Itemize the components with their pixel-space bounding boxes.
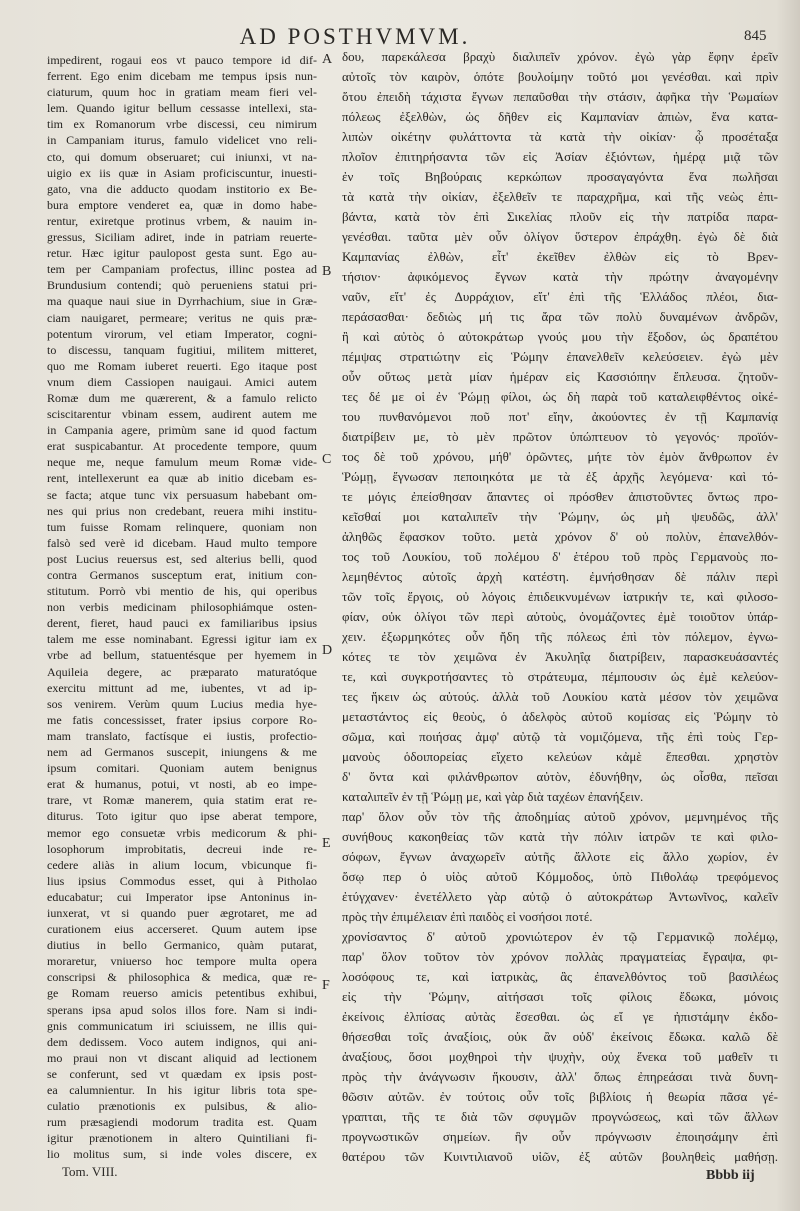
latin-line: in Campania agere, primùm sane id quod factum (47, 423, 317, 438)
latin-line: cedere aliàs in alium locum, vbicunque fi- (47, 857, 317, 872)
latin-line: gnis communicatum iri sciuissem, ne illis qui- (47, 1018, 317, 1033)
latin-line: curationem eius accerseret. Quum autem ipse (47, 922, 317, 937)
latin-line: to discessu, tanquam fugitiui, militem mitteret, (47, 342, 317, 357)
greek-line: πλοῖον ἐπιτηρήσαντα τῶν εἰς Ἀσίαν ἐξιόντων, ἡμέρᾳ μιᾷ τῶν (342, 149, 778, 164)
greek-line: τῶν τοῖς ἔργοις, οὐ λόγοις ἐπιδεικνυμένων ἰατρικήν τε, καὶ φιλοσο- (342, 589, 778, 604)
greek-line: τος τοῦ Λουκίου, τοῦ πολέμου δ' ἑτέρου τοῦ πρὸς Γερμανοὺς πο- (342, 549, 778, 564)
greek-line: ἀναξίους, ὅσοι μοχθηροὶ τὴν ψυχὴν, οὐχ ἕνεκα τοῦ μαθεῖν τι (342, 1049, 778, 1064)
latin-line: rent, intellexerunt ea quæ ab initio dicebam es- (47, 471, 317, 486)
margin-letter-c: C (322, 452, 332, 467)
latin-line: cto, qui domum obseruaret; cui iniunxi, vt na- (47, 149, 317, 164)
greek-line: σόφων, ἔγνων ἀναχωρεῖν αὐτῆς ἄλλοτε εἰς ἄλλο χωρίον, ἐν (342, 849, 778, 864)
greek-line: ὅσῳ περ ὁ υἱὸς αὐτοῦ Κόμμοδος, ὑπὸ Πιθολάῳ τρεφόμενος (342, 869, 778, 884)
greek-line: ἐν τοῖς Βηβούραις κερκώπων προσαγαγόντα ἕνα πωλῆσαι (342, 169, 778, 184)
latin-line: dem dedissem. Voco autem indignos, qui ani- (47, 1034, 317, 1049)
latin-line: ea calumnientur. In his igitur libris tota spe- (47, 1083, 317, 1097)
latin-line: neque me, neque famulum meum Romæ vide- (47, 455, 317, 470)
margin-letter-f: F (322, 978, 330, 993)
greek-line: δ' ὄντα καὶ φιλάνθρωπον αὐτὸν, ἐδυνήθην, ὡς οἶσθα, πεῖσαι (342, 769, 778, 784)
latin-line: sciscitarentur vbinam essem, audirent autem me (47, 407, 317, 422)
greek-line: χειν. ἐξωρμηκότες οὖν ἤδη τῆς πόλεως ἐπὶ τὸν πόλεμον, ἐγνω- (342, 629, 778, 644)
latin-line: rum præsagiendi modorum tradita est. Quam (47, 1115, 317, 1130)
latin-line: falsò sed verè id dicebam. Haud multo tempore (47, 535, 317, 550)
latin-line: mam translato, factísque ei iustis, profectio- (47, 728, 317, 743)
margin-letter-e: E (322, 836, 331, 851)
greek-line: παρ' ὅλον οὖν τὸν τῆς ἀποδημίας αὐτοῦ χρόνον, μεμνημένος τῆς (342, 809, 778, 824)
greek-line: τὰ κατὰ τὴν οἰκίαν, ἐξελθεῖν τε παραχρῆμα, καὶ τῆς νεὼς ἐπι- (342, 189, 778, 204)
latin-line: diutius in bello Germanico, quàm putarat, (47, 938, 317, 953)
latin-line: quo me Romam iuberet reuerti. Ego itaque post (47, 358, 317, 373)
latin-line: diturus. Toto igitur quo ipse aberat tempore, (47, 809, 317, 824)
latin-line: igitur prænotionem in altero Quintiliani fi- (47, 1131, 317, 1146)
greek-line: χρονίσαντος δ' αὐτοῦ χρονιώτερον ἐν τῷ Γερμανικῷ πολέμῳ, (342, 929, 778, 944)
greek-line: τε μόγις ἐπείσθησαν ἅπαντες οἱ πρόσθεν ἀπιστοῦντες ὄντως προ- (342, 489, 778, 504)
greek-line: Καμπανίας ἐλθὼν, εἶτ' ἐκεῖθεν ἐλθὼν εἰς τὸ Βρεν- (342, 249, 778, 264)
latin-line: uigio ex iis quæ in Asiam proficiscuntur, inuesti- (47, 165, 317, 180)
greek-line: εἰς τὴν Ῥώμην, αἰτήσασι τοῖς φίλοις ἔδωκα, μόνοις (342, 989, 778, 1004)
greek-line: λοσόφους τε, καὶ ἰατρικὰς, ἃς ἐπανελθόντος τοῦ βασιλέως (342, 969, 778, 984)
latin-line: se conferunt, sed vt quædam ex ipsis post- (47, 1066, 317, 1081)
latin-line: ipsum comitari. Quoniam autem benignus (47, 761, 317, 776)
latin-line: lio molitus sum, si inde voles discere, ex (47, 1147, 317, 1162)
greek-line: λεμηθέντος αὐτοῖς ἀρχὴ κατέστη. ἐμνήσθησαν δὲ πάλιν περὶ (342, 569, 778, 584)
greek-line: ναῦν, εἴτ' ἐς Δυρράχιον, εἴτ' ἐπὶ τῆς Ἑλλάδος πλέοι, δια- (342, 289, 778, 304)
latin-line: vrbe ad bellum, statuentésque per hyemem in (47, 648, 317, 663)
greek-line: σῶμα, καὶ ποιήσας ἀμφ' αὐτῷ τὰ νομιζόμενα, τῆς ἐπὶ τοὺς Γερ- (342, 729, 778, 744)
latin-line: sos venirem. Verùm quum Lucius media hye- (47, 696, 317, 711)
greek-line: πέμψας στρατιώτην εἰς Ῥώμην ἐπανελθεῖν κελεύσειεν. ἐγὼ μὲν (342, 349, 778, 364)
greek-line: θῶσιν αὐτῶν. ἐν τούτοις οὖν τοῖς βιβλίοις ἡ θεωρία πᾶσα γέ- (342, 1089, 778, 1104)
greek-line: γραπται, τῆς τε διὰ τῶν σφυγμῶν προγνώσεως, καὶ τῶν ἄλλων (342, 1109, 778, 1124)
latin-line: exercitu mittunt ad me, iubentes, vt ad ip- (47, 680, 317, 695)
greek-line: αὐτοῖς τὸν καιρὸν, ὁπότε βουλοίμην τοῦτό μοι γενέσθαι. καὶ πρὶν (342, 69, 778, 84)
greek-line: γενέσθαι. ταῦτα μὲν οὖν ὀλίγον ὕστερον ἐπράχθη. ἐγὼ δὲ διὰ (342, 229, 778, 244)
latin-line: lius ipsius Commodus esset, qui à Pitholao (47, 873, 317, 888)
greek-line: μανοὺς ὁδοιπορείας εἴχετο κελεύων κἀμὲ ἕπεσθαι. χρηστὸν (342, 749, 778, 764)
greek-line: συνήθους κακοηθείας τῶν κατὰ τὴν πόλιν ἰατρῶν τε καὶ φιλο- (342, 829, 778, 844)
greek-line: τες ἥκειν ὡς αὐτούς. ἀλλὰ τοῦ Λουκίου κατὰ μέσον τὸν χειμῶνα (342, 689, 778, 704)
greek-line: ἢ καὶ αὐτὸς ὁ αὐτοκράτωρ γνούς μου τὴν ἔξοδον, ὡς δραπέτου (342, 329, 778, 344)
greek-line: βάντα, κατὰ τὸν ἐπὶ Σικελίας πλοῦν εἰς τὴν πατρίδα παρα- (342, 209, 778, 224)
latin-line: Romæ dum me quærerent, & a famulo relicto (47, 390, 317, 405)
latin-line: educabatur; cui Imperator ipse Antoninus in- (47, 889, 317, 904)
greek-line: δου, παρεκάλεσα βραχὺ διαλιπεῖν χρόνον. ἐγὼ γὰρ ἔφην ἐρεῖν (342, 49, 778, 64)
latin-line: potentum virorum, vel etiam Imperator, cogni- (47, 326, 317, 341)
latin-line: se facta; atque tunc vix persuasum habebant om- (47, 487, 317, 502)
latin-line: lem. Quando igitur bellum cessasse intellexi, sta- (47, 101, 317, 116)
latin-line: nes qui prius non credebant, reuera mihi institu- (47, 503, 317, 518)
greek-line: παρ' ὅλον τοῦτον τὸν χρόνον πολλὰς πραγματείας ἔγραψα, φι- (342, 949, 778, 964)
greek-line: ἐτύγχανεν· ἐνετέλλετο γὰρ αὐτῷ ὁ αὐτοκράτωρ Ἀντωνῖνος, καλεῖν (342, 889, 778, 904)
greek-line: κότες τε τὸν χειμῶνα ἐν Ἀκυληΐᾳ διατρίβειν, παρασκευάσαντές (342, 649, 778, 664)
latin-line: derent, fieret, haud pauci ex familiaribus ipsius (47, 616, 317, 631)
latin-line: tim ex Romanorum vrbe discessi, ceu nimirum (47, 117, 317, 132)
latin-line: bura emptore venderet ea, quæ in domo habe- (47, 197, 317, 212)
greek-line: τε, καὶ συγκροτήσαντες τὸ στράτευμα, πέμπουσιν ὡς ἐμὲ κελεύον- (342, 669, 778, 684)
latin-line: erat suspicabantur. At procedente tempore, quum (47, 439, 317, 454)
latin-line: erat & humanus, potui, vt nosti, ab eo impe- (47, 777, 317, 792)
latin-line: retur. Hæc igitur paulopost gesta sunt. Ego au- (47, 246, 317, 261)
greek-line: ὅτου ἐπειδὴ τάχιστα ἔγνων πεπαῦσθαι τὴν στάσιν, ἀφῆκα τὴν Ῥωμαίων (342, 89, 778, 104)
greek-line: θατέρου τῶν Κυιντιλιανοῦ υἱῶν, ἐξ αὐτῶν βουληθεὶς μαθήσῃ. (342, 1149, 778, 1164)
latin-line: post Lucius reuersus est, sed alterius belli, quod (47, 551, 317, 566)
latin-line: me fatis concessisset, frater ipsius corpore Ro- (47, 712, 317, 727)
greek-line: τες δέ με οἱ ἐν Ῥώμῃ φίλοι, ὡς δὴ παρὰ τοῦ καταλειφθέντος οἰκέ- (342, 389, 778, 404)
greek-line: τήσιον· ἀφικόμενος ἔγνων κατὰ τὴν πρώτην ἀναγομένην (342, 269, 778, 284)
latin-line: ma quaque naui siue in Dyrrhachium, siue in Græ- (47, 294, 317, 309)
latin-line: impedirent, rogaui eos vt pauco tempore id dif- (47, 53, 317, 67)
latin-line: Aquileia degere, ac præparato maturatóque (47, 664, 317, 679)
latin-line: ciaturum, quum hoc in gratiam meam fieri vel- (47, 85, 317, 100)
latin-line: iunxerat, vt si quando puer ægrotaret, me ad (47, 905, 317, 920)
greek-line: θήσεσθαι τοῖς ἀναξίοις, οὐκ ἂν οὐδ' ἐκείνοις ἔδωκα. καλῶ δὲ (342, 1029, 778, 1044)
greek-line: οὖν οὕτως μετὰ μίαν ἡμέραν εἰς Κασσιόπην ἔπλευσα. ζητοῦν- (342, 369, 778, 384)
greek-line: διατρίβειν με, τὸ μὲν πρῶτον ὑπώπτευον τὸ γεγονός· προϊόν- (342, 429, 778, 444)
latin-line: trare, vt Romæ manerem, quia statim erat re- (47, 793, 317, 808)
margin-letter-b: B (322, 264, 332, 279)
greek-line: ἐκείνοις ἐλπίσας αὐτὰς ἔσεσθαι. ὡς εἴ γε ἠπιστάμην ἐκδο- (342, 1009, 778, 1024)
greek-line: φίαν, οὐκ ὀλίγοι τῶν περὶ αὐτοὺς, ὀνομάζοντες ἐμὲ τοιοῦτον ὑπάρ- (342, 609, 778, 624)
latin-line: memor ego consuetæ vrbis medicorum & phi- (47, 825, 317, 840)
greek-line: καταλιπεῖν ἐν τῇ Ῥώμῃ με, καὶ γὰρ διὰ ταχέων ἐπανήξειν. (342, 789, 644, 804)
latin-line: nem ad Germanos suscepit, iniungens & me (47, 745, 317, 760)
latin-line: ciam nauigaret, permeare; veritus ne quis præ- (47, 310, 317, 325)
greek-line: προγνωστικῶν σημείων. ἣν οὖν πρόγνωσιν ἐποιησάμην ἐπὶ (342, 1129, 778, 1144)
latin-line: ge Romam reuerso amicis petentibus exhibui, (47, 986, 317, 1001)
margin-letter-a: A (322, 52, 333, 67)
footer-signature: Bbbb iij (706, 1168, 755, 1183)
latin-line: gressus, Siciliam adiret, inde in patriam reuerte- (47, 230, 317, 245)
latin-line: tum fuisse Romam relinquere, quoniam non (47, 519, 317, 534)
latin-line: non verbis medicinam philosophiámque osten- (47, 600, 317, 615)
latin-line: vnum diem Cassiopen nauigaui. Amici autem (47, 374, 317, 389)
latin-line: moraretur, vniuerso hoc tempore multa opera (47, 954, 317, 969)
latin-line: sperans ipsa apud solos illos fore. Nam si indi- (47, 1002, 317, 1017)
page-title: AD POSTHVMVM. (239, 24, 471, 49)
greek-line: Ῥώμῃ, ἔγνωσαν πεποιηκότα με τὰ ἐξ ἀρχῆς λεγόμενα· καὶ τό- (342, 469, 778, 484)
greek-line: λιπὼν οἰκέτην φυλάττοντα τὰ κατὰ τὴν οἰκίαν· ᾧ προσέταξα (342, 129, 778, 144)
latin-line: in Campaniam iturus, famulo videlicet vno reli- (47, 133, 317, 148)
latin-line: losophorum improbitatis, decreui inde re- (47, 841, 317, 856)
greek-line: πρὸς τὴν ἐπιμέλειαν ἐπὶ παιδὸς εἰ νοσήσοι ποτέ. (342, 909, 593, 924)
greek-line: του πυνθανόμενοι ποῦ ποτ' εἴην, ἀκούοντες ἐν τῇ Καμπανίᾳ (342, 409, 778, 424)
margin-letter-d: D (322, 643, 333, 658)
latin-line: gato, vna die adducto quodam institorio ex Be- (47, 181, 317, 196)
latin-line: ferrent. Ego enim dicebam me tempus ipsis nun- (47, 69, 317, 84)
greek-line: πόλεως ἐξελθὼν, ὡς δῆθεν εἰς Καμπανίαν ἀπιὼν, ἕνα κατα- (342, 109, 778, 124)
greek-line: κεῖσθαί μοι καταλιπεῖν τὴν Ῥώμην, ὡς μὴ ψευδῶς, ἀλλ' (342, 509, 778, 524)
greek-line: ἀληθῶς ἔφασκον τοῦτο. μετὰ χρόνον δ' οὐ πολὺν, ἐπανελθόν- (342, 529, 778, 544)
latin-line: culatio prænotionis ex pulsibus, & alio- (47, 1099, 317, 1114)
latin-line: talem me esse nominabant. Egressi igitur iam ex (47, 632, 317, 647)
greek-line: τος δὲ τοῦ χρόνου, μήθ' ὁρῶντες, μήτε τὸν ἐμὸν ἄνθρωπον ἐν (342, 449, 778, 464)
greek-line: περάσασθαι· δεδιὼς μή τις ἄρα τῶν πολὺ δυναμένων ἀνδρῶν, (342, 309, 778, 324)
latin-line: rentur, exiretque protinus vrbem, & nauim in- (47, 213, 317, 228)
latin-line: mo praui non vt discant aliquid ad lectionem (47, 1050, 317, 1065)
latin-line: contra Germanos susceptum erat, initium con- (47, 568, 317, 582)
greek-line: μεταστάντος εἰς θεοὺς, ὁ ἀδελφὸς αὐτοῦ κομίσας εἰς Ῥώμην τὸ (342, 709, 778, 724)
latin-line: conscripsi & philosophica & medica, quæ re- (47, 970, 317, 985)
latin-column (47, 52, 317, 1162)
page-number: 845 (744, 28, 767, 44)
footer-volume: Tom. VIII. (62, 1164, 118, 1179)
latin-line: tem per Campaniam profectus, illinc postea ad (47, 262, 317, 277)
latin-line: stitutum. Porrò vbi mentio de his, qui operibus (47, 584, 317, 599)
greek-column (342, 47, 778, 1167)
latin-line: Brundusium contendi; quò perueniens statui pri- (47, 278, 317, 293)
greek-line: πρὸς τὴν ἀνάγνωσιν ἥκουσιν, ἀλλ' ὅπως ἐπηρεάσαι τινὰ δυνη- (342, 1069, 778, 1084)
